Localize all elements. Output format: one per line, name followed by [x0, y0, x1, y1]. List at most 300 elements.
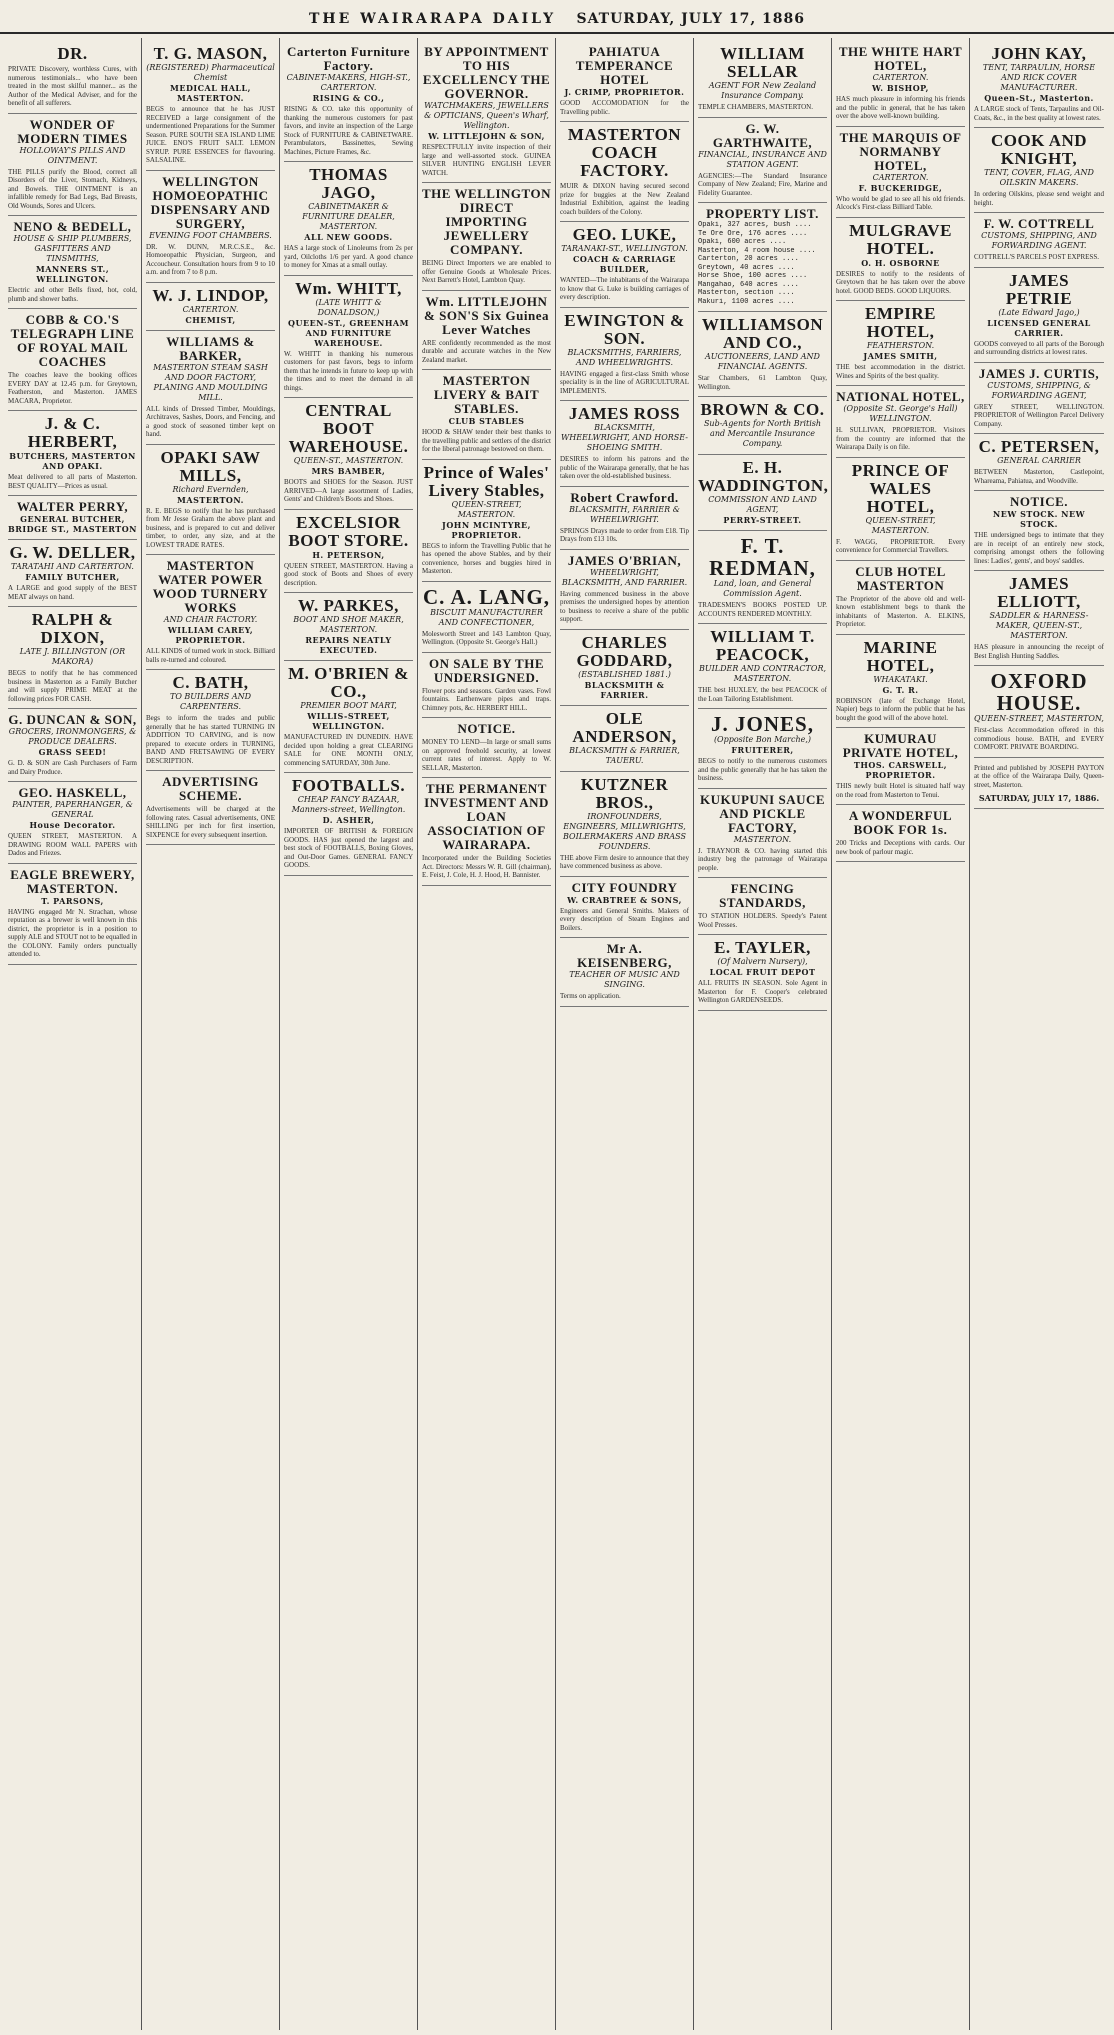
- ad-body-text: DESIRES to inform his patrons and the public of the Wairarapa generally, that he has taken over the old-established business.: [560, 455, 689, 480]
- ad-body-text: HAVING engaged a first-class Smith whose speciality is in the line of AGRICULTURAL IMPLEMENTS.: [560, 369, 689, 395]
- ad-subheading: BUILDER AND CONTRACTOR, MASTERTON.: [698, 664, 827, 683]
- ad-heading: CLUB HOTEL MASTERTON: [855, 563, 946, 593]
- ad-body-text: DR. W. DUNN, M.R.C.S.E., &c. Homoeopathic Physician, Surgeon, and Accoucheur. Consultation hours from 9 to 10 a.m. and from 7 to 8 p.m.: [146, 242, 275, 276]
- ad-caption: MEDICAL HALL, MASTERTON.: [170, 83, 251, 103]
- ad-subheading: (REGISTERED) Pharmaceutical Chemist: [146, 63, 275, 82]
- ad-subheading: PAINTER, PAPERHANGER, & GENERAL: [12, 800, 133, 819]
- ad-caption: NEW STOCK. NEW STOCK.: [992, 509, 1086, 529]
- ad-body-text: THE undersigned begs to intimate that they are in receipt of an entirely new stock, comprising amongst others the following lines: Ladies', gents', and boys' saddles.: [974, 531, 1104, 565]
- ad-heading: F. T. REDMAN,: [709, 534, 816, 580]
- ad-heading: FENCING STANDARDS,: [719, 881, 806, 910]
- ad-heading: PAHIATUA TEMPERANCE HOTEL: [575, 44, 674, 87]
- ad-subheading: BOOT AND SHOE MAKER, MASTERTON.: [293, 615, 404, 634]
- column-5: [556, 38, 694, 2030]
- ad-subheading: QUEEN-ST., MASTERTON.: [293, 456, 404, 465]
- ad-body-text: ALL kinds of Dressed Timber, Mouldings, Architraves, Sashes, Doors, and Fencing, and a good stock of seasoned timber kept on hand.: [146, 404, 275, 438]
- ad-heading: A WONDERFUL BOOK FOR 1s.: [848, 808, 953, 837]
- advertisement: [698, 709, 827, 789]
- ad-heading: E. TAYLER,: [714, 938, 811, 957]
- ad-heading: RALPH & DIXON,: [31, 610, 114, 647]
- ad-subheading: MASTERTON.: [733, 834, 792, 844]
- ad-caption: House Decorator.: [29, 820, 116, 830]
- advertisement: [836, 41, 965, 127]
- ad-body-text: TEMPLE CHAMBERS, MASTERTON.: [698, 103, 813, 111]
- ad-heading: J. JONES,: [711, 712, 814, 736]
- ad-heading: KUTZNER BROS.,: [580, 774, 669, 812]
- ad-subheading: WATCHMAKERS, JEWELLERS & OPTICIANS, Queen's Wharf, Wellington.: [424, 101, 549, 130]
- ad-caption: FAMILY BUTCHER,: [25, 572, 120, 582]
- ad-body-text: COTTRELL'S PARCELS POST EXPRESS.: [974, 253, 1099, 261]
- ad-subheading: WHAKATAKI.: [873, 674, 928, 684]
- ad-caption: D. ASHER,: [322, 815, 375, 825]
- ad-body-text: HAS pleasure in announcing the receipt of Best English Hunting Saddles.: [974, 643, 1104, 660]
- list-item: Carterton, 20 acres ....: [698, 255, 799, 263]
- ad-body-text: Meat delivered to all parts of Masterton. BEST QUALITY—Prices as usual.: [8, 473, 137, 490]
- ad-heading: EWINGTON & SON.: [564, 310, 685, 348]
- ad-heading: KUKUPUNI SAUCE AND PICKLE FACTORY,: [699, 791, 826, 835]
- advertisement: [974, 41, 1104, 128]
- column-4: [418, 38, 556, 2030]
- ad-heading: NOTICE.: [457, 721, 516, 736]
- advertisement: [284, 510, 413, 594]
- advertisement: [146, 41, 275, 171]
- ad-body-text: DESIRES to notify to the residents of Greytown that he has taken over the above hotel. GOOD BEDS. GOOD LIQUORS.: [836, 269, 965, 295]
- ad-caption: COACH & CARRIAGE BUILDER,: [572, 254, 676, 274]
- ad-body-text: GREY STREET, WELLINGTON. PROPRIETOR of Wellington Parcel Delivery Company.: [974, 402, 1104, 428]
- ad-body-text: F. WAGG, PROPRIETOR. Every convenience for Commercial Travellers.: [836, 537, 965, 554]
- ad-heading: PRINCE OF WALES HOTEL,: [851, 460, 950, 516]
- ad-heading: JAMES ELLIOTT,: [997, 574, 1081, 611]
- advertisement: [146, 555, 275, 670]
- advertisement: [560, 630, 689, 706]
- ad-heading: OPAKI SAW MILLS,: [160, 447, 261, 485]
- ad-body-text: HAVING engaged Mr N. Strachan, whose reputation as a brewer is well known in this district, the proprietor is in a position to supply ALE and STOUT not to be equalled in the COLONY. Family orders punctually attended to.: [8, 907, 137, 958]
- list-item: Opaki, 600 acres ....: [698, 238, 787, 246]
- ad-body-text: ALL FRUITS IN SEASON. Sole Agent in Masterton for F. Cooper's celebrated Wellington GARDENSEEDS.: [698, 979, 827, 1004]
- advertisement: [836, 561, 965, 635]
- ad-subheading: CARTERTON.: [872, 172, 929, 182]
- ad-caption: QUEEN-ST., GREENHAM AND FURNITURE WAREHOUSE.: [288, 317, 409, 348]
- ad-body-text: R. E. BEGS to notify that he has purchased from Mr Jesse Graham the above plant and business, and is prepared to cut and deliver timber, to order, any size, and at the LOWEST TRADE RATES.: [146, 506, 275, 549]
- ad-subheading: (LATE WHITT & DONALDSON,): [315, 297, 382, 317]
- advertisement: [836, 386, 965, 458]
- issue-date: SATURDAY, JULY 17, 1886: [576, 11, 806, 27]
- property-list: [698, 221, 827, 306]
- ad-body-text: THE best HUXLEY, the best PEACOCK of the Loan Tailoring Establishment.: [698, 686, 827, 703]
- column-1: [4, 38, 142, 2030]
- ad-caption: CLUB STABLES: [448, 416, 525, 426]
- advertisement: [8, 864, 137, 965]
- ad-subheading: (Of Malvern Nursery),: [717, 957, 808, 966]
- ad-heading: KUMURAU PRIVATE HOTEL,: [842, 731, 959, 760]
- advertisement: [974, 268, 1104, 363]
- ad-subheading: EVENING FOOT CHAMBERS.: [149, 230, 272, 240]
- ad-subheading: BLACKSMITH & FARRIER, TAUERU.: [569, 745, 680, 765]
- ad-body-text: BETWEEN Masterton, Castlepoint, Whareama, Pahiatua, and Woodville.: [974, 468, 1104, 485]
- advertisement: [8, 114, 137, 217]
- ad-caption: LICENSED GENERAL CARRIER.: [987, 317, 1091, 338]
- ad-heading: MARINE HOTEL,: [863, 637, 938, 675]
- ad-heading: WILLIAM T. PEACOCK,: [710, 627, 815, 664]
- advertisement: [422, 291, 551, 371]
- ad-heading: MASTERTON LIVERY & BAIT STABLES.: [433, 373, 540, 416]
- advertisement: [284, 41, 413, 162]
- ad-heading: CITY FOUNDRY: [571, 879, 678, 895]
- column-2: [142, 38, 280, 2030]
- ad-subheading: SADDLER & HARNESS-MAKER, QUEEN-ST., MASTERTON.: [989, 611, 1089, 640]
- column-7: [832, 38, 970, 2030]
- ad-subheading: CABINETMAKER & FURNITURE DEALER, MASTERTON.: [302, 202, 395, 231]
- ad-heading: BROWN & CO.: [700, 400, 825, 419]
- ad-heading: Wm. LITTLEJOHN & SON'S Six Guinea Lever Watches: [424, 293, 549, 337]
- ad-heading: WILLIAM SELLAR: [720, 44, 805, 81]
- ad-subheading: BLACKSMITH, FARRIER & WHEELWRIGHT.: [569, 504, 680, 524]
- ad-subheading: COMMISSION AND LAND AGENT,: [708, 495, 817, 514]
- ad-body-text: Engineers and General Smiths. Makers of every description of Steam Engines and Boilers.: [560, 906, 689, 932]
- advertisement: [698, 789, 827, 879]
- ad-heading: WILLIAMSON AND CO.,: [701, 315, 824, 352]
- ad-caption: WILLIS-STREET, WELLINGTON.: [307, 711, 390, 731]
- ad-subheading: (Late Edward Jago,): [998, 307, 1080, 317]
- ad-heading: THE WELLINGTON DIRECT IMPORTING JEWELLERY COMPANY.: [422, 186, 551, 257]
- ad-subheading: IRONFOUNDERS, ENGINEERS, MILLWRIGHTS, BOILERMAKERS AND BRASS FOUNDERS.: [563, 811, 686, 851]
- ad-heading: CENTRAL BOOT WAREHOUSE.: [288, 401, 409, 456]
- ad-body-text: HOOD & SHAW tender their best thanks to the travelling public and settlers of the district for the liberal patronage bestowed on them.: [422, 428, 551, 453]
- ad-caption: W. CRABTREE & SONS,: [567, 894, 682, 905]
- advertisement: [698, 203, 827, 312]
- advertisement: [422, 460, 551, 582]
- ad-body-text: TO STATION HOLDERS. Speedy's Patent Wool Presses.: [698, 912, 827, 929]
- ad-caption: T. PARSONS,: [41, 895, 104, 906]
- ad-body-text: ARE confidently recommended as the most durable and accurate watches in the New Zealand market.: [422, 338, 551, 364]
- advertisement: [836, 218, 965, 302]
- column-3: [280, 38, 418, 2030]
- advertisement: [8, 496, 137, 540]
- imprint-date: SATURDAY, JULY 17, 1886.: [978, 793, 1100, 803]
- ad-caption: LOCAL FRUIT DEPOT: [709, 967, 816, 977]
- advertisement: [8, 309, 137, 411]
- ad-caption: W. LITTLEJOHN & SON,: [428, 131, 545, 141]
- ad-heading: FOOTBALLS.: [291, 776, 406, 795]
- ad-heading: COOK AND KNIGHT,: [990, 131, 1088, 168]
- ad-body-text: Flower pots and seasons. Garden vases. Fowl fountains. Earthenware pipes and traps. Chimney pots, &c. HERBERT HILL.: [422, 686, 551, 712]
- ad-caption: BUTCHERS, MASTERTON AND OPAKI.: [9, 451, 136, 471]
- ad-heading: THE PERMANENT INVESTMENT AND LOAN ASSOCIATION OF WAIRARAPA.: [424, 781, 549, 852]
- advertisement: [284, 398, 413, 510]
- ad-heading: NOTICE.: [1009, 494, 1069, 509]
- ad-subheading: TEACHER OF MUSIC AND SINGING.: [569, 970, 680, 989]
- ad-body-text: BEGS to inform the Travelling Public that he has opened the above Stables, and by their convenience, horses and buggies hired in Masterton.: [422, 541, 551, 575]
- ad-heading: THE MARQUIS OF NORMANBY HOTEL,: [839, 129, 962, 173]
- ad-subheading: Richard Evernden,: [172, 484, 249, 494]
- ad-caption: F. BUCKERIDGE,: [858, 182, 943, 193]
- ad-heading: COBB & CO.'S TELEGRAPH LINE OF ROYAL MAIL COACHES: [10, 312, 135, 369]
- ad-heading: JAMES J. CURTIS,: [978, 365, 1100, 381]
- ad-heading: C. A. LANG,: [422, 584, 551, 609]
- advertisement: [698, 624, 827, 709]
- advertisement: [422, 582, 551, 653]
- masthead: [0, 0, 1114, 34]
- ad-caption: G. T. R.: [882, 684, 919, 695]
- ad-subheading: CUSTOMS, SHIPPING, & FORWARDING AGENT,: [987, 380, 1091, 400]
- advertisement: [8, 782, 137, 864]
- ad-heading: M. O'BRIEN & CO.,: [288, 664, 409, 701]
- ad-heading: JAMES ROSS: [568, 404, 681, 423]
- ad-body-text: BEGS to notify that he has commenced business in Masterton as a Family Butcher and will supply PRIME MEAT at the following prices FOR CASH.: [8, 669, 137, 703]
- advertisement: [698, 878, 827, 935]
- ad-caption: BLACKSMITH & FARRIER.: [584, 679, 665, 700]
- ad-subheading: MASTERTON STEAM SASH AND DOOR FACTORY, PLANING AND MOULDING MILL.: [153, 362, 268, 402]
- ad-heading: THOMAS JAGO,: [309, 165, 388, 202]
- advertisement: [836, 301, 965, 386]
- ad-heading: G. W. DELLER,: [9, 543, 136, 562]
- advertisement: [698, 118, 827, 204]
- imprint-text: Printed and published by JOSEPH PAYTON at the office of the Wairarapa Daily, Queen-street, Masterton.: [974, 763, 1104, 789]
- ad-heading: WONDER OF MODERN TIMES: [17, 116, 128, 146]
- ad-subheading: TARANAKI-ST., WELLINGTON.: [561, 244, 688, 253]
- advertisement: [836, 127, 965, 218]
- ad-body-text: First-class Accommodation offered in this commodious house. BATH, and EVERY COMFORT. PRIVATE BOARDING.: [974, 726, 1104, 751]
- ad-body-text: MANUFACTURED IN DUNEDIN. HAVE decided upon holding a great CLEARING SALE for ONE MONTH ONLY, commencing SATURDAY, 30th June.: [284, 733, 413, 767]
- advertisement: [284, 162, 413, 276]
- advertisement: [560, 772, 689, 877]
- ad-body-text: MUIR & DIXON having secured second prize for buggies at the New Zealand Industrial Exhibition, against the leading coach builders of the Colony.: [560, 182, 689, 216]
- ad-subheading: QUEEN-STREET, MASTERTON.: [865, 515, 936, 535]
- ad-subheading: BLACKSMITH, WHEELWRIGHT, AND HORSE-SHOEING SMITH.: [561, 423, 688, 452]
- ad-body-text: J. TRAYNOR & CO. having started this industry beg the patronage of Wairarapa people.: [698, 846, 827, 872]
- ad-heading: OXFORD HOUSE.: [990, 669, 1088, 715]
- ad-body-text: ALL KINDS of turned work in stock. Billiard balls re-turned and coloured.: [146, 647, 275, 664]
- advertisement: [284, 661, 413, 773]
- ad-heading: J. & C. HERBERT,: [27, 414, 118, 451]
- ad-caption: ALL NEW GOODS.: [304, 232, 393, 242]
- ad-subheading: (ESTABLISHED 1881.): [578, 669, 671, 679]
- ad-body-text: RESPECTFULLY invite inspection of their large and well-assorted stock. GUINEA SILVER HUNTING ENGLISH LEVER WATCH.: [422, 143, 551, 177]
- ad-body-text: G. D. & SON are Cash Purchasers of Farm and Dairy Produce.: [8, 759, 137, 776]
- ad-heading: W. J. LINDOP,: [152, 285, 269, 305]
- ad-heading: THE WHITE HART HOTEL,: [838, 44, 963, 73]
- ad-body-text: TRADESMEN'S BOOKS POSTED UP. ACCOUNTS RENDERED MONTHLY.: [698, 601, 827, 618]
- ad-body-text: THE best accommodation in the district. Wines and Spirits of the best quality.: [836, 363, 965, 380]
- advertisement: [974, 666, 1104, 758]
- ad-body-text: Terms on application.: [560, 992, 621, 1000]
- ad-subheading: FINANCIAL, INSURANCE AND STATION AGENT.: [698, 149, 827, 169]
- ad-subheading: BISCUIT MANUFACTURER AND CONFECTIONER,: [430, 607, 543, 627]
- list-item: Masterton, 4 room house ....: [698, 246, 816, 255]
- advertisement: [836, 728, 965, 805]
- advertisement: [146, 331, 275, 445]
- ad-heading: E. H. WADDINGTON,: [698, 458, 829, 495]
- advertisement: [698, 397, 827, 455]
- ad-heading: MASTERTON COACH FACTORY.: [567, 125, 682, 180]
- ad-subheading: QUEEN-STREET, MASTERTON.: [451, 499, 522, 519]
- advertisement: [560, 877, 689, 939]
- ad-body-text: W. WHITT in thanking his numerous customers for past favors, begs to inform them that he intends in future to keep up with the times and to meet the demand in all things.: [284, 349, 413, 392]
- ad-heading: CHARLES GODDARD,: [576, 632, 673, 670]
- ad-heading: WALTER PERRY,: [16, 499, 129, 514]
- ad-heading: JAMES O'BRIAN,: [567, 552, 682, 568]
- ad-subheading: TO BUILDERS AND CARPENTERS.: [169, 692, 252, 711]
- advertisement: [284, 276, 413, 399]
- advertisement: [422, 778, 551, 886]
- advertisement: [422, 41, 551, 183]
- ad-caption: H. PETERSON,: [312, 549, 385, 560]
- advertisement: [8, 411, 137, 496]
- advertisement: [560, 41, 689, 122]
- ad-heading: BY APPOINTMENT TO HIS EXCELLENCY THE GOVERNOR.: [422, 44, 551, 101]
- list-item: Greytown, 40 acres ....: [698, 263, 795, 272]
- ad-caption: O. H. OSBORNE: [861, 257, 940, 268]
- advertisement: [698, 41, 827, 118]
- ad-heading: WELLINGTON HOMOEOPATHIC DISPENSARY AND SURGERY,: [150, 173, 271, 231]
- ad-body-text: Begs to inform the trades and public generally that he has started TURNING IN ADDITION TO CARVING, and is now prepared to execute orders in TURNING, BAND AND FRETSAWING OF EVERY DESCRIPTION.: [146, 714, 275, 765]
- ad-body-text: 200 Tricks and Deceptions with cards. Our new book of parlour magic.: [836, 839, 965, 856]
- ad-body-text: In ordering Oilskins, please send weight and height.: [974, 190, 1104, 207]
- advertisement: [974, 213, 1104, 268]
- ad-heading: JAMES PETRIE: [1005, 270, 1073, 308]
- advertisement: [836, 635, 965, 729]
- ad-subheading: GROCERS, IRONMONGERS, & PRODUCE DEALERS.: [8, 727, 137, 746]
- ad-heading: Prince of Wales' Livery Stables,: [423, 462, 550, 500]
- ad-heading: T. G. MASON,: [153, 44, 268, 63]
- ad-subheading: CUSTOMS, SHIPPING, AND FORWARDING AGENT.: [981, 231, 1097, 250]
- ad-subheading: LATE J. BILLINGTON (OR MAKORA): [19, 647, 126, 666]
- ad-body-text: HAS a large stock of Linoleums from 2s per yard, Oilcloths 1/6 per yard. A good chance to money for Xmas at a small outlay.: [284, 244, 413, 269]
- ad-body-text: Who would be glad to see all his old friends. Alcock's First-class Billiard Table.: [836, 194, 965, 211]
- ad-subheading: QUEEN-STREET, MASTERTON,: [974, 714, 1104, 723]
- ad-heading: PROPERTY LIST.: [706, 206, 819, 221]
- advertisement: [146, 445, 275, 556]
- ad-caption: MRS BAMBER,: [311, 466, 386, 476]
- advertisement: [974, 491, 1104, 571]
- ad-body-text: SPRINGS Drays made to order from £18. Tip Drays from £13 10s.: [560, 526, 689, 543]
- ad-heading: Mr A. KEISENBERG,: [577, 941, 672, 970]
- advertisement: [8, 216, 137, 309]
- ad-heading: GEO. LUKE,: [572, 225, 677, 244]
- ad-body-text: BEGS to announce that he has JUST RECEIVED a large consignment of the undermentioned Preparations for the Summer Season. PURE SOUTH SEA ISLAND LIME JUICE. ENO'S FRUIT SALT. LEMON SYRUP. PURE ESSENCES for flavouring. SALSALINE.: [146, 105, 275, 164]
- ad-body-text: GOOD ACCOMODATION for the Travelling public.: [560, 99, 689, 116]
- ad-heading: ON SALE BY THE UNDERSIGNED.: [428, 655, 544, 685]
- ad-heading: OLE ANDERSON,: [572, 708, 677, 746]
- advertisement: [974, 128, 1104, 213]
- ad-heading: C. PETERSEN,: [978, 437, 1100, 456]
- advertisement: [422, 718, 551, 778]
- column-8: [970, 38, 1108, 2030]
- advertisement: [560, 938, 689, 1007]
- ad-subheading: HOUSE & SHIP PLUMBERS, GASFITTERS AND TINSMITHS,: [13, 234, 132, 263]
- ad-body-text: H. SULLIVAN, PROPRIETOR. Visitors from the country are informed that the Wairarapa Daily is on file.: [836, 426, 965, 451]
- ad-heading: NENO & BEDELL,: [13, 219, 132, 234]
- ad-subheading: AUCTIONEERS, LAND AND FINANCIAL AGENTS.: [705, 352, 820, 371]
- ad-body-text: GOODS conveyed to all parts of the Borough and surrounding districts at lowest rates.: [974, 339, 1104, 356]
- advertisement: [560, 122, 689, 222]
- advertisement: [8, 709, 137, 782]
- ad-heading: DR.: [57, 44, 88, 63]
- ad-subheading: AND CHAIR FACTORY.: [163, 615, 258, 624]
- advertisement: [836, 805, 965, 862]
- advertisement: [974, 434, 1104, 491]
- advertisement: [146, 283, 275, 331]
- ad-subheading: TENT, TARPAULIN, HORSE AND RICK COVER MANUFACTURER.: [982, 63, 1096, 92]
- ad-body-text: Electric and other Bells fixed, hot, cold, plumb and shower baths.: [8, 286, 137, 303]
- advertisement: [8, 41, 137, 114]
- ad-body-text: The coaches leave the booking offices EVERY DAY at 12.45 p.m. for Greytown, Featherston, and Masterton. JAMES MACARA, Proprietor.: [8, 371, 137, 405]
- ad-body-text: WANTED—The inhabitants of the Wairarapa to know that G. Luke is building carriages of every description.: [560, 276, 689, 301]
- advertisement: [284, 593, 413, 661]
- list-item: Mangahao, 640 acres ....: [698, 280, 799, 289]
- ad-body-text: ROBINSON (late of Exchange Hotel, Napier) begs to inform the public that he has bought the good will of the above hotel.: [836, 696, 965, 722]
- ad-subheading: TARATAHI AND CARTERTON.: [11, 562, 134, 571]
- ad-caption: J. CRIMP, PROPRIETOR.: [564, 87, 685, 97]
- list-item: Horse Shoe, 100 acres ....: [698, 272, 808, 280]
- newspaper-title: THE WAIRARAPA DAILY: [308, 11, 557, 27]
- advertisement: [422, 183, 551, 291]
- advertisement: [146, 771, 275, 845]
- ad-subheading: BLACKSMITHS, FARRIERS, AND WHEELWRIGHTS.: [567, 347, 682, 367]
- advertisement: [284, 773, 413, 876]
- ad-heading: EAGLE BREWERY, MASTERTON.: [10, 866, 135, 896]
- ad-subheading: CHEAP FANCY BAZAAR, Manners-street, Wellington.: [291, 795, 406, 814]
- ad-body-text: Having commenced business in the above premises the undersigned hopes by attention to business to receive a share of the public support.: [560, 589, 689, 623]
- ad-heading: C. BATH,: [172, 673, 249, 692]
- ad-heading: Carterton Furniture Factory.: [287, 44, 410, 73]
- ad-caption: JAMES SMITH,: [863, 351, 938, 361]
- ad-heading: ADVERTISING SCHEME.: [162, 774, 259, 803]
- advertisement: [560, 487, 689, 550]
- ad-body-text: PRIVATE Discovery, worthless Cures, with numerous testimonials... who have been treated in the most skilful manner... as the Author of the Medical Adviser, and for the benefit of all sufferers.: [8, 65, 137, 107]
- ad-body-text: BEGS to notify to the numerous customers and the public generally that he has taken the business.: [698, 757, 827, 782]
- ad-body-text: BEING Direct Importers we are enabled to offer Genuine Goods at Wholesale Prices. Next Barrett's Hotel, Lambton Quay.: [422, 259, 551, 284]
- ad-body-text: Advertisements will be charged at the following rates. Casual advertisements, ONE SHILLING per inch for first insertion, SIXPENCE for every subsequent insertion.: [146, 805, 275, 839]
- ad-heading: Robert Crawford.: [570, 489, 679, 505]
- advertisement: [422, 653, 551, 719]
- ad-caption: PERRY-STREET.: [723, 515, 802, 525]
- ad-subheading: TENT, COVER, FLAG, AND OILSKIN MAKERS.: [984, 168, 1094, 187]
- ad-body-text: Molesworth Street and 143 Lambton Quay, Wellington. (Opposite St. George's Hall.): [422, 629, 551, 646]
- ad-caption: THOS. CARSWELL, PROPRIETOR.: [853, 760, 948, 780]
- ad-heading: JOHN KAY,: [991, 44, 1087, 63]
- ad-caption: GENERAL BUTCHER, BRIDGE ST., MASTERTON: [8, 514, 137, 534]
- ad-subheading: (Opposite St. George's Hall) WELLINGTON.: [843, 404, 958, 423]
- advertisement: [698, 312, 827, 397]
- ad-body-text: AGENCIES:—The Standard Insurance Company of New Zealand; Fire, Marine and Fidelity Guarantee.: [698, 171, 827, 197]
- ad-caption: MASTERTON.: [177, 494, 244, 505]
- ad-caption: WILLIAM CAREY, PROPRIETOR.: [167, 625, 254, 645]
- ad-heading: W. PARKES,: [298, 596, 399, 615]
- ad-body-text: HAS much pleasure in informing his friends and the public in general, that he has taken over the above well-known building.: [836, 95, 965, 120]
- ad-body-text: Star Chambers, 61 Lambton Quay, Wellington.: [698, 374, 827, 391]
- ad-caption: RISING & CO.,: [312, 93, 385, 103]
- ad-subheading: FEATHERSTON.: [866, 341, 935, 350]
- ad-caption: FRUITERER,: [731, 745, 794, 755]
- ad-subheading: (Opposite Bon Marche,): [713, 735, 812, 744]
- ad-caption: Queen-St., Masterton.: [984, 93, 1094, 103]
- advertisement: [698, 935, 827, 1011]
- advertisement: [560, 308, 689, 402]
- ad-body-text: IMPORTER OF BRITISH & FOREIGN GOODS. HAS just opened the largest and best stock of FOOTBALLS, Boxing Gloves, and Out-Door Games. GENERAL FANCY GOODS.: [284, 827, 413, 869]
- advertisement-columns: [4, 38, 1110, 2030]
- advertisement: [836, 458, 965, 561]
- ad-subheading: Land, loan, and General Commission Agent.: [713, 579, 812, 598]
- ad-caption: CHEMIST,: [185, 314, 236, 325]
- ad-heading: G. DUNCAN & SON,: [8, 712, 137, 727]
- ad-heading: G. W. GARTHWAITE,: [712, 120, 813, 150]
- ad-subheading: PREMIER BOOT MART,: [300, 701, 397, 710]
- ad-body-text: The Proprietor of the above old and well-known establishment begs to thank the inhabitants of Masterton. A. ELKINS, Proprietor.: [836, 594, 965, 628]
- ad-body-text: Incorporated under the Building Societies Act. Directors: Messrs W. R. Gill (chairman), E. Feist, J. Cole, H. J. Hood, H. Bannister.: [422, 854, 551, 879]
- advertisement: [422, 370, 551, 460]
- ad-body-text: THE PILLS purify the Blood, correct all Disorders of the Liver, Stomach, Kidneys, and Bowels. THE OINTMENT is an infallible remedy for Bad Legs, Bad Breasts, Old Wounds, Sores and Ulcers.: [8, 167, 137, 210]
